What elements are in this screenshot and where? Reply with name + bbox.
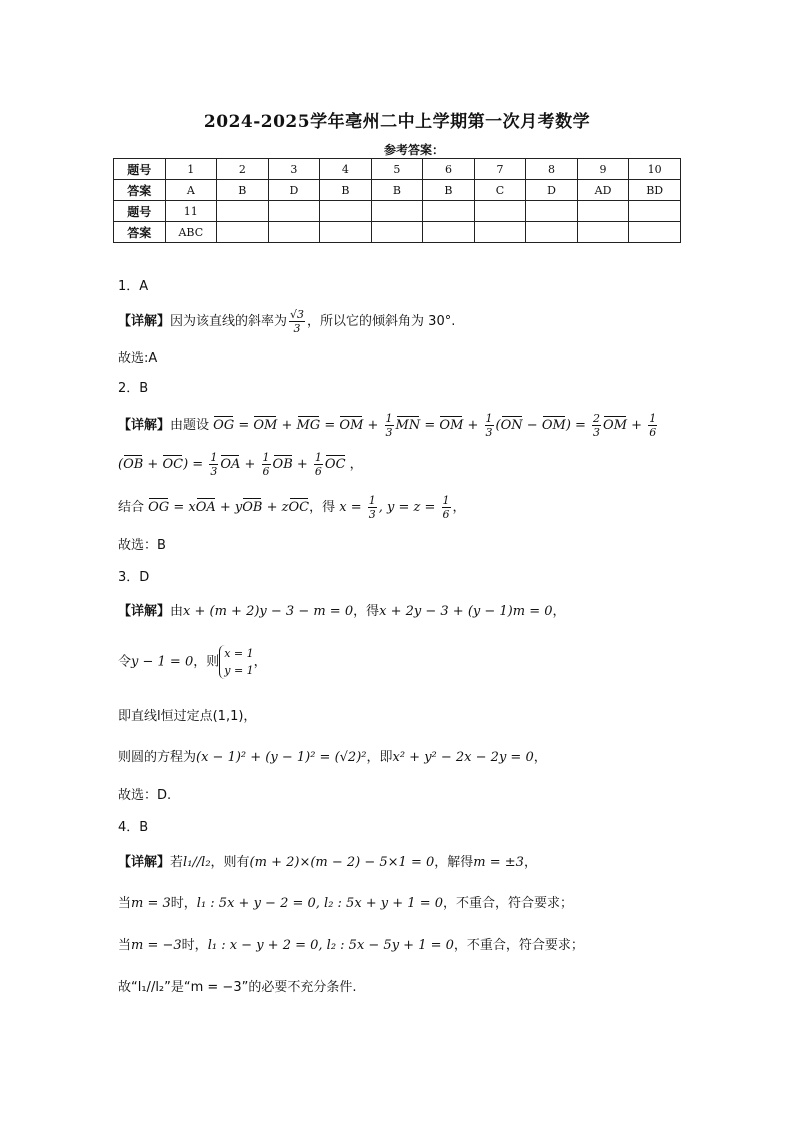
empty-cell [371, 201, 423, 222]
equation: y − 1 = 0 [131, 654, 194, 670]
fraction-numerator: √3 [290, 308, 305, 321]
table-row [114, 222, 681, 243]
q1-conclusion: 故选:A [118, 351, 158, 366]
answer-cell: A [165, 180, 217, 201]
equation: (x − 1)² + (y − 1)² = (√2)² [196, 750, 367, 765]
q2-combine: 结合 OG = xOA + yOB + zOC，得 x = $\frac{1}{3}$ , y = z = $\frac{1}{6}$ ， [118, 494, 466, 521]
q4-heading: 4．B [118, 820, 149, 835]
q2-explanation-cont: (OB + OC) = $\frac{1}{3}$ OA + $\frac{1}{6}$ OB + $\frac{1}{6}$ OC ， [118, 451, 363, 478]
equation: l₁ : 5x + y − 2 = 0, l₂ : 5x + y + 1 = 0 [196, 896, 444, 911]
q2-explanation [118, 412, 659, 439]
q4-text: ，不重合，符合要求； [443, 896, 574, 911]
question-number: 5 [371, 159, 423, 180]
q1-text: ，所以它的倾斜角为 30°. [307, 314, 456, 329]
empty-cell [526, 222, 578, 243]
q3-text: ， [253, 654, 267, 670]
q3-text: ，得 [353, 604, 380, 619]
equation: m = −3 [131, 938, 182, 953]
q2-heading: 2．B [118, 381, 149, 396]
answer-cell: B [371, 180, 423, 201]
empty-cell [217, 201, 269, 222]
question-number: 3 [268, 159, 320, 180]
equation: m = ±3 [473, 855, 524, 870]
answer-cell: ABC [165, 222, 217, 243]
answer-cell: AD [577, 180, 629, 201]
row-label: 答案 [114, 180, 166, 201]
fraction-denominator: 3 [293, 322, 301, 335]
empty-cell [423, 201, 475, 222]
question-number: 10 [629, 159, 681, 180]
row-label: 题号 [114, 201, 166, 222]
q3-line4 [118, 746, 547, 765]
empty-cell [629, 222, 681, 243]
row-label: 题号 [114, 159, 166, 180]
equation: l₁ : x − y + 2 = 0, l₂ : 5x − 5y + 1 = 0 [207, 938, 454, 953]
empty-cell [320, 201, 372, 222]
equation: x + 2y − 3 + (y − 1)m = 0 [379, 604, 553, 619]
equation: l₁//l₂ [183, 855, 211, 870]
empty-cell [577, 222, 629, 243]
detail-tag: 【详解】 [118, 604, 171, 619]
q4-text: 当 [118, 896, 132, 911]
result-equation: x = $\frac{1}{3}$ , y = z = $\frac{1}{6}$ [339, 494, 450, 521]
q3-line2 [118, 645, 267, 679]
question-number: 6 [423, 159, 475, 180]
system-row: y = 1 [224, 664, 254, 677]
equation: x² + y² − 2x − 2y = 0 [392, 750, 534, 765]
page-title: 2024-2025学年亳州二中上学期第一次月考数学 [203, 112, 591, 132]
q4-text: ，则有 [210, 855, 250, 870]
q3-text: 则圆的方程为 [118, 750, 197, 765]
q3-text: ，即 [366, 750, 393, 765]
answer-cell: D [526, 180, 578, 201]
q3-text: 令 [118, 654, 132, 670]
empty-cell [320, 222, 372, 243]
q3-text: ， [533, 750, 547, 765]
equation: m = 3 [131, 896, 171, 911]
empty-cell [268, 222, 320, 243]
answer-table [113, 158, 681, 243]
question-number: 4 [320, 159, 372, 180]
empty-cell [577, 201, 629, 222]
table-row [114, 201, 681, 222]
answers-subtitle: 参考答案： [383, 143, 444, 157]
q2-conclusion: 故选：B [118, 538, 166, 553]
question-number: 11 [165, 201, 217, 222]
vector-equation: OG = xOA + yOB + zOC [148, 500, 310, 515]
q4-line1 [118, 851, 537, 870]
q3-heading: 3．D [118, 570, 150, 585]
answer-cell: B [423, 180, 475, 201]
system-row: x = 1 [224, 647, 254, 660]
q4-text: 若 [170, 855, 184, 870]
q3-line1 [118, 600, 566, 619]
q1-text: 因为该直线的斜率为 [170, 314, 288, 329]
q3-text: 由 [170, 604, 184, 619]
empty-cell [217, 222, 269, 243]
q4-text: ，解得 [434, 855, 474, 870]
answer-cell: C [474, 180, 526, 201]
q1-heading: 1．A [118, 279, 149, 294]
question-number: 9 [577, 159, 629, 180]
detail-tag: 【详解】 [118, 418, 171, 433]
equation-system [219, 645, 253, 679]
question-number: 1 [165, 159, 217, 180]
empty-cell [526, 201, 578, 222]
question-number: 8 [526, 159, 578, 180]
q3-text: ，则 [193, 654, 220, 670]
detail-tag: 【详解】 [118, 855, 171, 870]
q2-text: 结合 [118, 500, 145, 515]
q4-conclusion: 故“l₁//l₂”是“m = −3”的必要不充分条件. [118, 980, 357, 995]
table-row [114, 159, 681, 180]
q4-line2 [118, 892, 573, 911]
row-label: 答案 [114, 222, 166, 243]
vector-equation: (OB + OC) = $\frac{1}{3}$ OA + $\frac{1}{6}$ OB + $\frac{1}{6}$ OC [118, 451, 346, 478]
question-number: 7 [474, 159, 526, 180]
equation: (m + 2)×(m − 2) − 5×1 = 0 [249, 855, 435, 870]
empty-cell [629, 201, 681, 222]
q3-line3: 即直线l恒过定点(1,1)， [118, 709, 257, 724]
q3-conclusion: 故选：D. [118, 788, 172, 803]
slope-fraction [289, 308, 305, 335]
empty-cell [371, 222, 423, 243]
detail-tag: 【详解】 [118, 314, 171, 329]
answer-cell: B [217, 180, 269, 201]
q4-line3 [118, 934, 584, 953]
empty-cell [474, 222, 526, 243]
q2-text: ，得 [309, 500, 336, 515]
answer-cell: BD [629, 180, 681, 201]
equation: x + (m + 2)y − 3 − m = 0 [183, 604, 354, 619]
empty-cell [268, 201, 320, 222]
q4-text: 当 [118, 938, 132, 953]
table-row [114, 180, 681, 201]
question-number: 2 [217, 159, 269, 180]
q3-text: ， [552, 604, 566, 619]
vector-equation: OG = OM + MG = OM + $\frac{1}{3}$ MN = OM + $\frac{1}{3}$ (ON − OM) = $\frac{2}{3}$ OM + $\frac{1}{6}$ [213, 412, 657, 439]
q4-text: 时， [181, 938, 208, 953]
empty-cell [423, 222, 475, 243]
q2-text: 由题设 [170, 418, 210, 433]
q4-text: 时， [170, 896, 197, 911]
answer-cell: D [268, 180, 320, 201]
answer-cell: B [320, 180, 372, 201]
q4-text: ，不重合，符合要求； [453, 938, 584, 953]
q1-explanation [118, 308, 455, 335]
q4-text: ， [523, 855, 537, 870]
empty-cell [474, 201, 526, 222]
